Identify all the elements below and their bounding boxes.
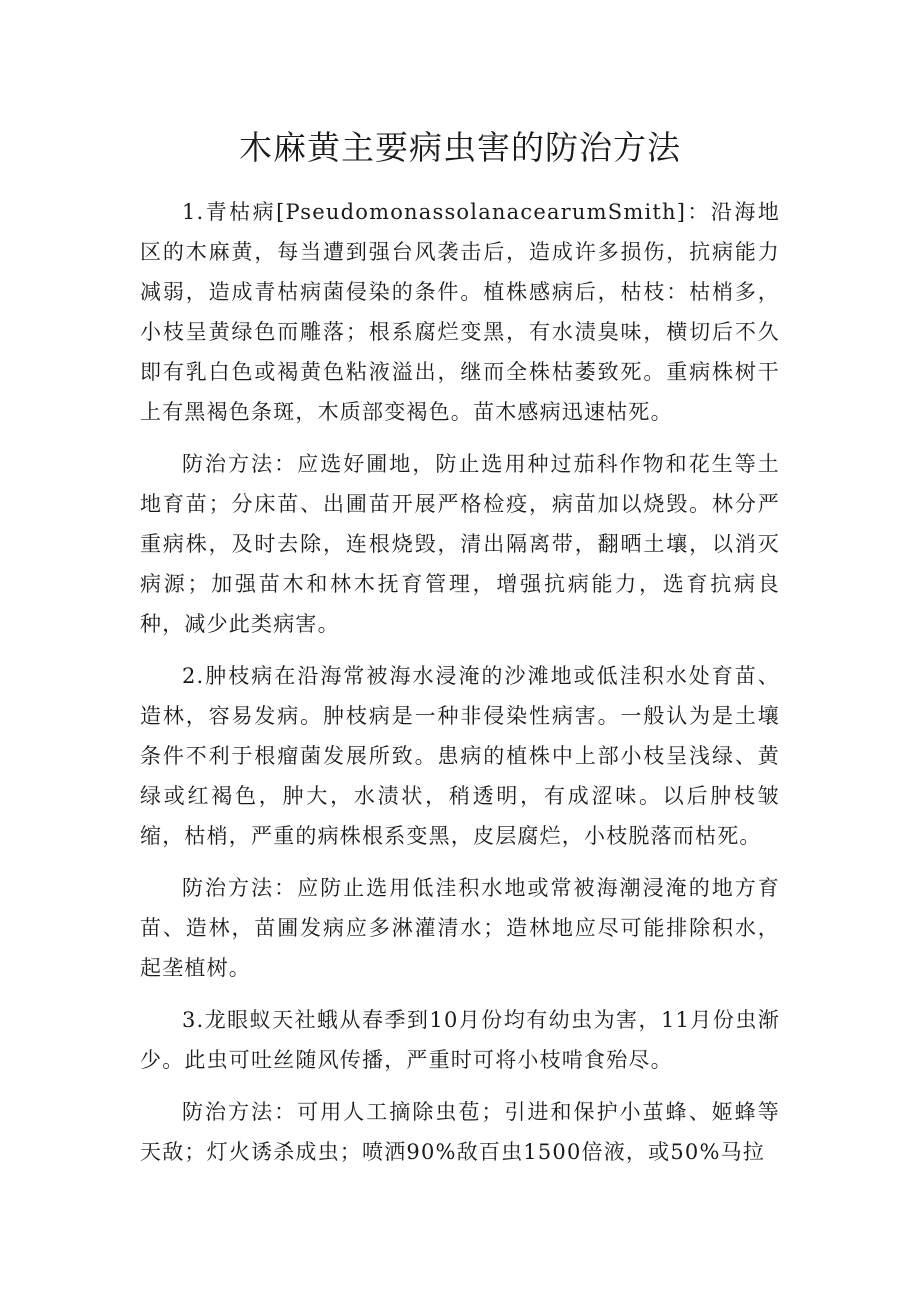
paragraph-zhongzhibing: 2.肿枝病在沿海常被海水浸淹的沙滩地或低洼积水处育苗、造林，容易发病。肿枝病是一种非侵染性病害。一般认为是土壤条件不利于根瘤菌发展所致。患病的植株中上部小枝呈浅绿、黄绿或红褐色，肿大，水渍状，稍透明，有成涩味。以后肿枝皱缩，枯梢，严重的病株根系变黑，皮层腐烂，小枝脱落而枯死。 — [140, 664, 780, 848]
paragraph-longyan-moth: 3.龙眼蚁天社蛾从春季到10月份均有幼虫为害，11月份虫渐少。此虫可吐丝随风传播，严重时可将小枝啃食殆尽。 — [140, 1008, 780, 1072]
paragraph-longyan-moth-control: 防治方法：可用人工摘除虫苞；引进和保护小茧蜂、姬蜂等天敌；灯火诱杀成虫；喷洒90%敌百虫1500倍液，或50%马拉 — [140, 1100, 780, 1164]
document-title: 木麻黄主要病虫害的防治方法 — [239, 128, 681, 167]
document-body — [140, 192, 780, 1172]
paragraph-qingkubing-control: 防治方法：应选好圃地，防止选用种过茄科作物和花生等土地育苗；分床苗、出圃苗开展严格检疫，病苗加以烧毁。林分严重病株，及时去除，连根烧毁，清出隔离带，翻晒土壤，以消灭病源；加强苗木和林木抚育管理，增强抗病能力，选育抗病良种，减少此类病害。 — [140, 452, 780, 636]
paragraph-zhongzhibing-control: 防治方法：应防止选用低洼积水地或常被海潮浸淹的地方育苗、造林，苗圃发病应多淋灌清水；造林地应尽可能排除积水，起垄植树。 — [140, 876, 780, 980]
paragraph-qingkubing: 1.青枯病[PseudomonassolanacearumSmith]：沿海地区的木麻黄，每当遭到强台风袭击后，造成许多损伤，抗病能力减弱，造成青枯病菌侵染的条件。植株感病后，枯枝：枯梢多，小枝呈黄绿色而雕落；根系腐烂变黑，有水渍臭味，横切后不久即有乳白色或褐黄色粘液溢出，继而全株枯萎致死。重病株树干上有黑褐色条斑，木质部变褐色。苗木感病迅速枯死。 — [140, 200, 780, 424]
